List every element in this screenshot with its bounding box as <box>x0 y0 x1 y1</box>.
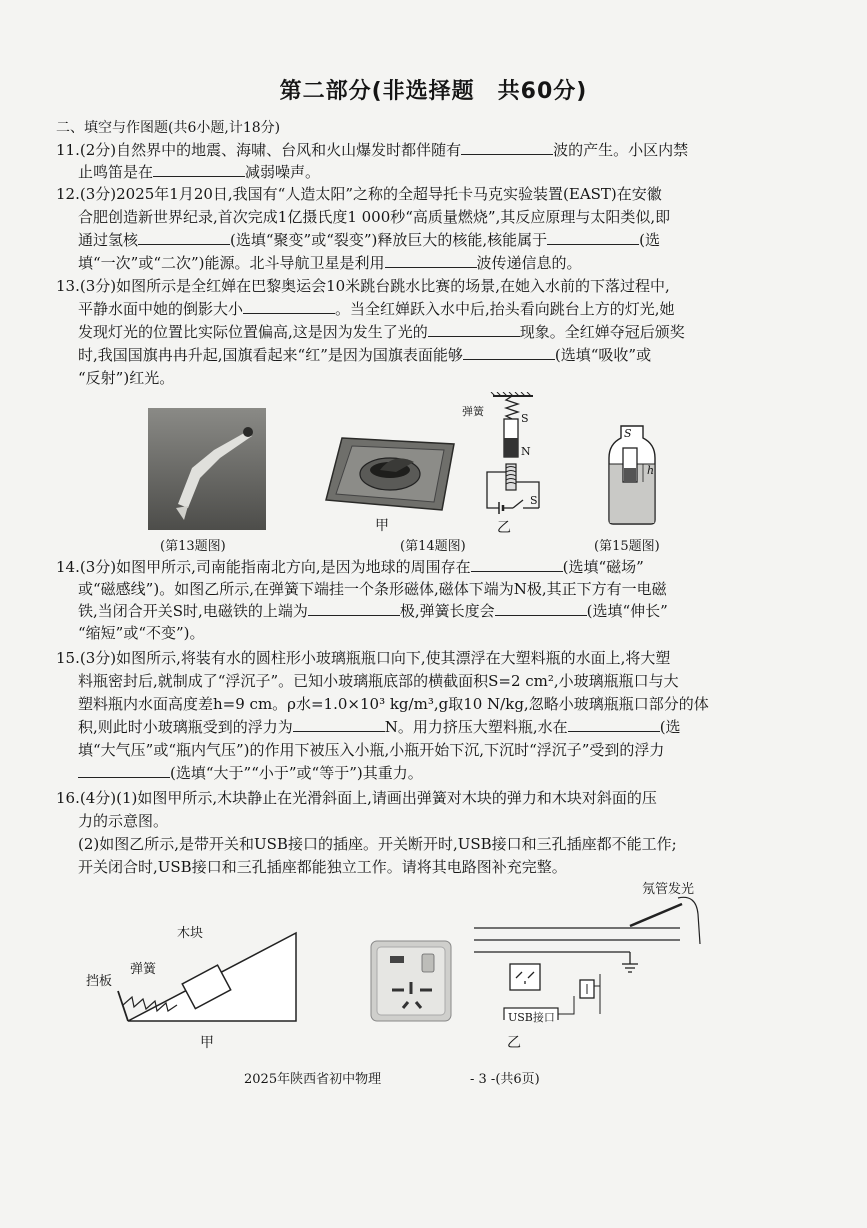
answer-blank[interactable] <box>461 140 553 155</box>
q16-line4: 开关闭合时,USB接口和三孔插座都能独立工作。请将其电路图补充完整。 <box>78 858 567 876</box>
part-title: 第二部分(非选择题 共60分) <box>279 79 588 104</box>
q15-line3: 塑料瓶内水面高度差h=9 cm。ρ水=1.0×10³ kg/m³,g取10 N/kg,忽略小玻璃瓶瓶口部分的体 <box>78 695 709 713</box>
label-usb: USB接口 <box>508 1011 555 1024</box>
answer-blank[interactable] <box>308 601 400 616</box>
label-jia-16: 甲 <box>200 1035 214 1051</box>
footer-page: - 3 -(共6页) <box>470 1072 540 1087</box>
answer-blank[interactable] <box>385 253 477 268</box>
q14-line3: 铁,当闭合开关S时,电磁铁的上端为 极,弹簧长度会 (选填“伸长” <box>78 602 668 620</box>
label-spring: 弹簧 <box>462 405 484 418</box>
q12-line1: 12.(3分)2025年1月20日,我国有“人造太阳”之称的全超导托卡马克实验装置(EAST)在安徽 <box>56 185 662 203</box>
q13-line2: 平静水面中她的倒影大小 。当全红婵跃入水中后,抬头看向跳台上方的灯光,她 <box>78 300 675 318</box>
q15-line2: 料瓶密封后,就制成了“浮沉子”。已知小玻璃瓶底部的横截面积S=2 cm²,小玻璃瓶瓶口与大 <box>78 672 679 690</box>
answer-blank[interactable] <box>138 230 230 245</box>
label-jia: 甲 <box>375 518 389 534</box>
q15-line4: 积,则此时小玻璃瓶受到的浮力为 N。用力挤压大塑料瓶,水在 (选 <box>78 718 681 736</box>
label-h: h <box>647 464 655 477</box>
q14-line2: 或“磁感线”)。如图乙所示,在弹簧下端挂一个条形磁体,磁体下端为N极,其正下方有一电磁 <box>78 580 667 598</box>
answer-blank[interactable] <box>471 557 563 572</box>
q15-line1: 15.(3分)如图所示,将装有水的圆柱形小玻璃瓶瓶口向下,使其漂浮在大塑料瓶的水面上,将大塑 <box>56 649 671 667</box>
answer-blank[interactable] <box>78 763 170 778</box>
answer-blank[interactable] <box>463 345 555 360</box>
answer-blank[interactable] <box>428 322 520 337</box>
caption-15: (第15题图) <box>594 539 660 554</box>
label-yi-16: 乙 <box>507 1035 521 1051</box>
q12-line2: 合肥创造新世界纪录,首次完成1亿摄氏度1 000秒“高质量燃烧”,其反应原理与太阳类似,即 <box>78 208 671 226</box>
answer-blank[interactable] <box>568 717 660 732</box>
compass-figure <box>322 432 458 514</box>
label-switch-s: S <box>530 494 538 507</box>
q16-line1: 16.(4分)(1)如图甲所示,木块静止在光滑斜面上,请画出弹簧对木块的弹力和木块对斜面的压 <box>56 789 657 807</box>
caption-13: (第13题图) <box>160 539 226 554</box>
q13-line5: “反射”)红光。 <box>78 369 175 387</box>
q14-line1: 14.(3分)如图甲所示,司南能指南北方向,是因为地球的周围存在 (选填“磁场” <box>56 558 644 576</box>
q12-line3: 通过氢核 (选填“聚变”或“裂变”)释放巨大的核能,核能属于 (选 <box>78 231 661 249</box>
q15-line5: 填“大气压”或“瓶内气压”)的作用下被压入小瓶,小瓶开始下沉,下沉时“浮沉子”受到的浮力 <box>78 741 665 759</box>
q11-line1: 11.(2分)自然界中的地震、海啸、台风和火山爆发时都伴随有 波的产生。小区内禁 <box>56 141 689 159</box>
q14-line4: “缩短”或“不变”)。 <box>78 624 205 642</box>
label-board: 挡板 <box>86 974 113 989</box>
q16-line2: 力的示意图。 <box>78 812 169 830</box>
answer-blank[interactable] <box>547 230 639 245</box>
q11-line2: 止鸣笛是在 减弱噪声。 <box>78 163 321 181</box>
q13-line4: 时,我国国旗冉冉升起,国旗看起来“红”是因为国旗表面能够 (选填“吸收”或 <box>78 346 652 364</box>
label-s-pole: S <box>521 412 529 425</box>
q16-line3: (2)如图乙所示,是带开关和USB接口的插座。开关断开时,USB接口和三孔插座都不能工作; <box>78 835 677 853</box>
answer-blank[interactable] <box>153 162 245 177</box>
answer-blank[interactable] <box>293 717 385 732</box>
label-neon: 氖管发光 <box>642 882 695 897</box>
diver-photo <box>148 408 266 530</box>
q13-line3: 发现灯光的位置比实际位置偏高,这是因为发生了光的 现象。全红婵夺冠后颁奖 <box>78 323 685 341</box>
caption-14: (第14题图) <box>400 539 466 554</box>
answer-blank[interactable] <box>243 299 335 314</box>
q12-line4: 填“一次”或“二次”)能源。北斗导航卫星是利用 波传递信息的。 <box>78 254 582 272</box>
footer-title: 2025年陕西省初中物理 <box>244 1072 382 1087</box>
label-block: 木块 <box>177 926 204 941</box>
q15-line6: (选填“大于”“小于”或“等于”)其重力。 <box>78 762 867 784</box>
label-bottle-s: S <box>624 427 632 440</box>
answer-blank[interactable] <box>495 601 587 616</box>
label-spring-16: 弹簧 <box>130 962 157 977</box>
section-title: 二、填空与作图题(共6小题,计18分) <box>56 120 281 136</box>
label-n-pole: N <box>521 445 531 458</box>
circuit-figure <box>470 890 710 1020</box>
socket-photo <box>370 940 452 1022</box>
q13-line1: 13.(3分)如图所示是全红婵在巴黎奥运会10米跳台跳水比赛的场景,在她入水前的下落过程中, <box>56 277 670 295</box>
label-yi: 乙 <box>497 520 511 536</box>
